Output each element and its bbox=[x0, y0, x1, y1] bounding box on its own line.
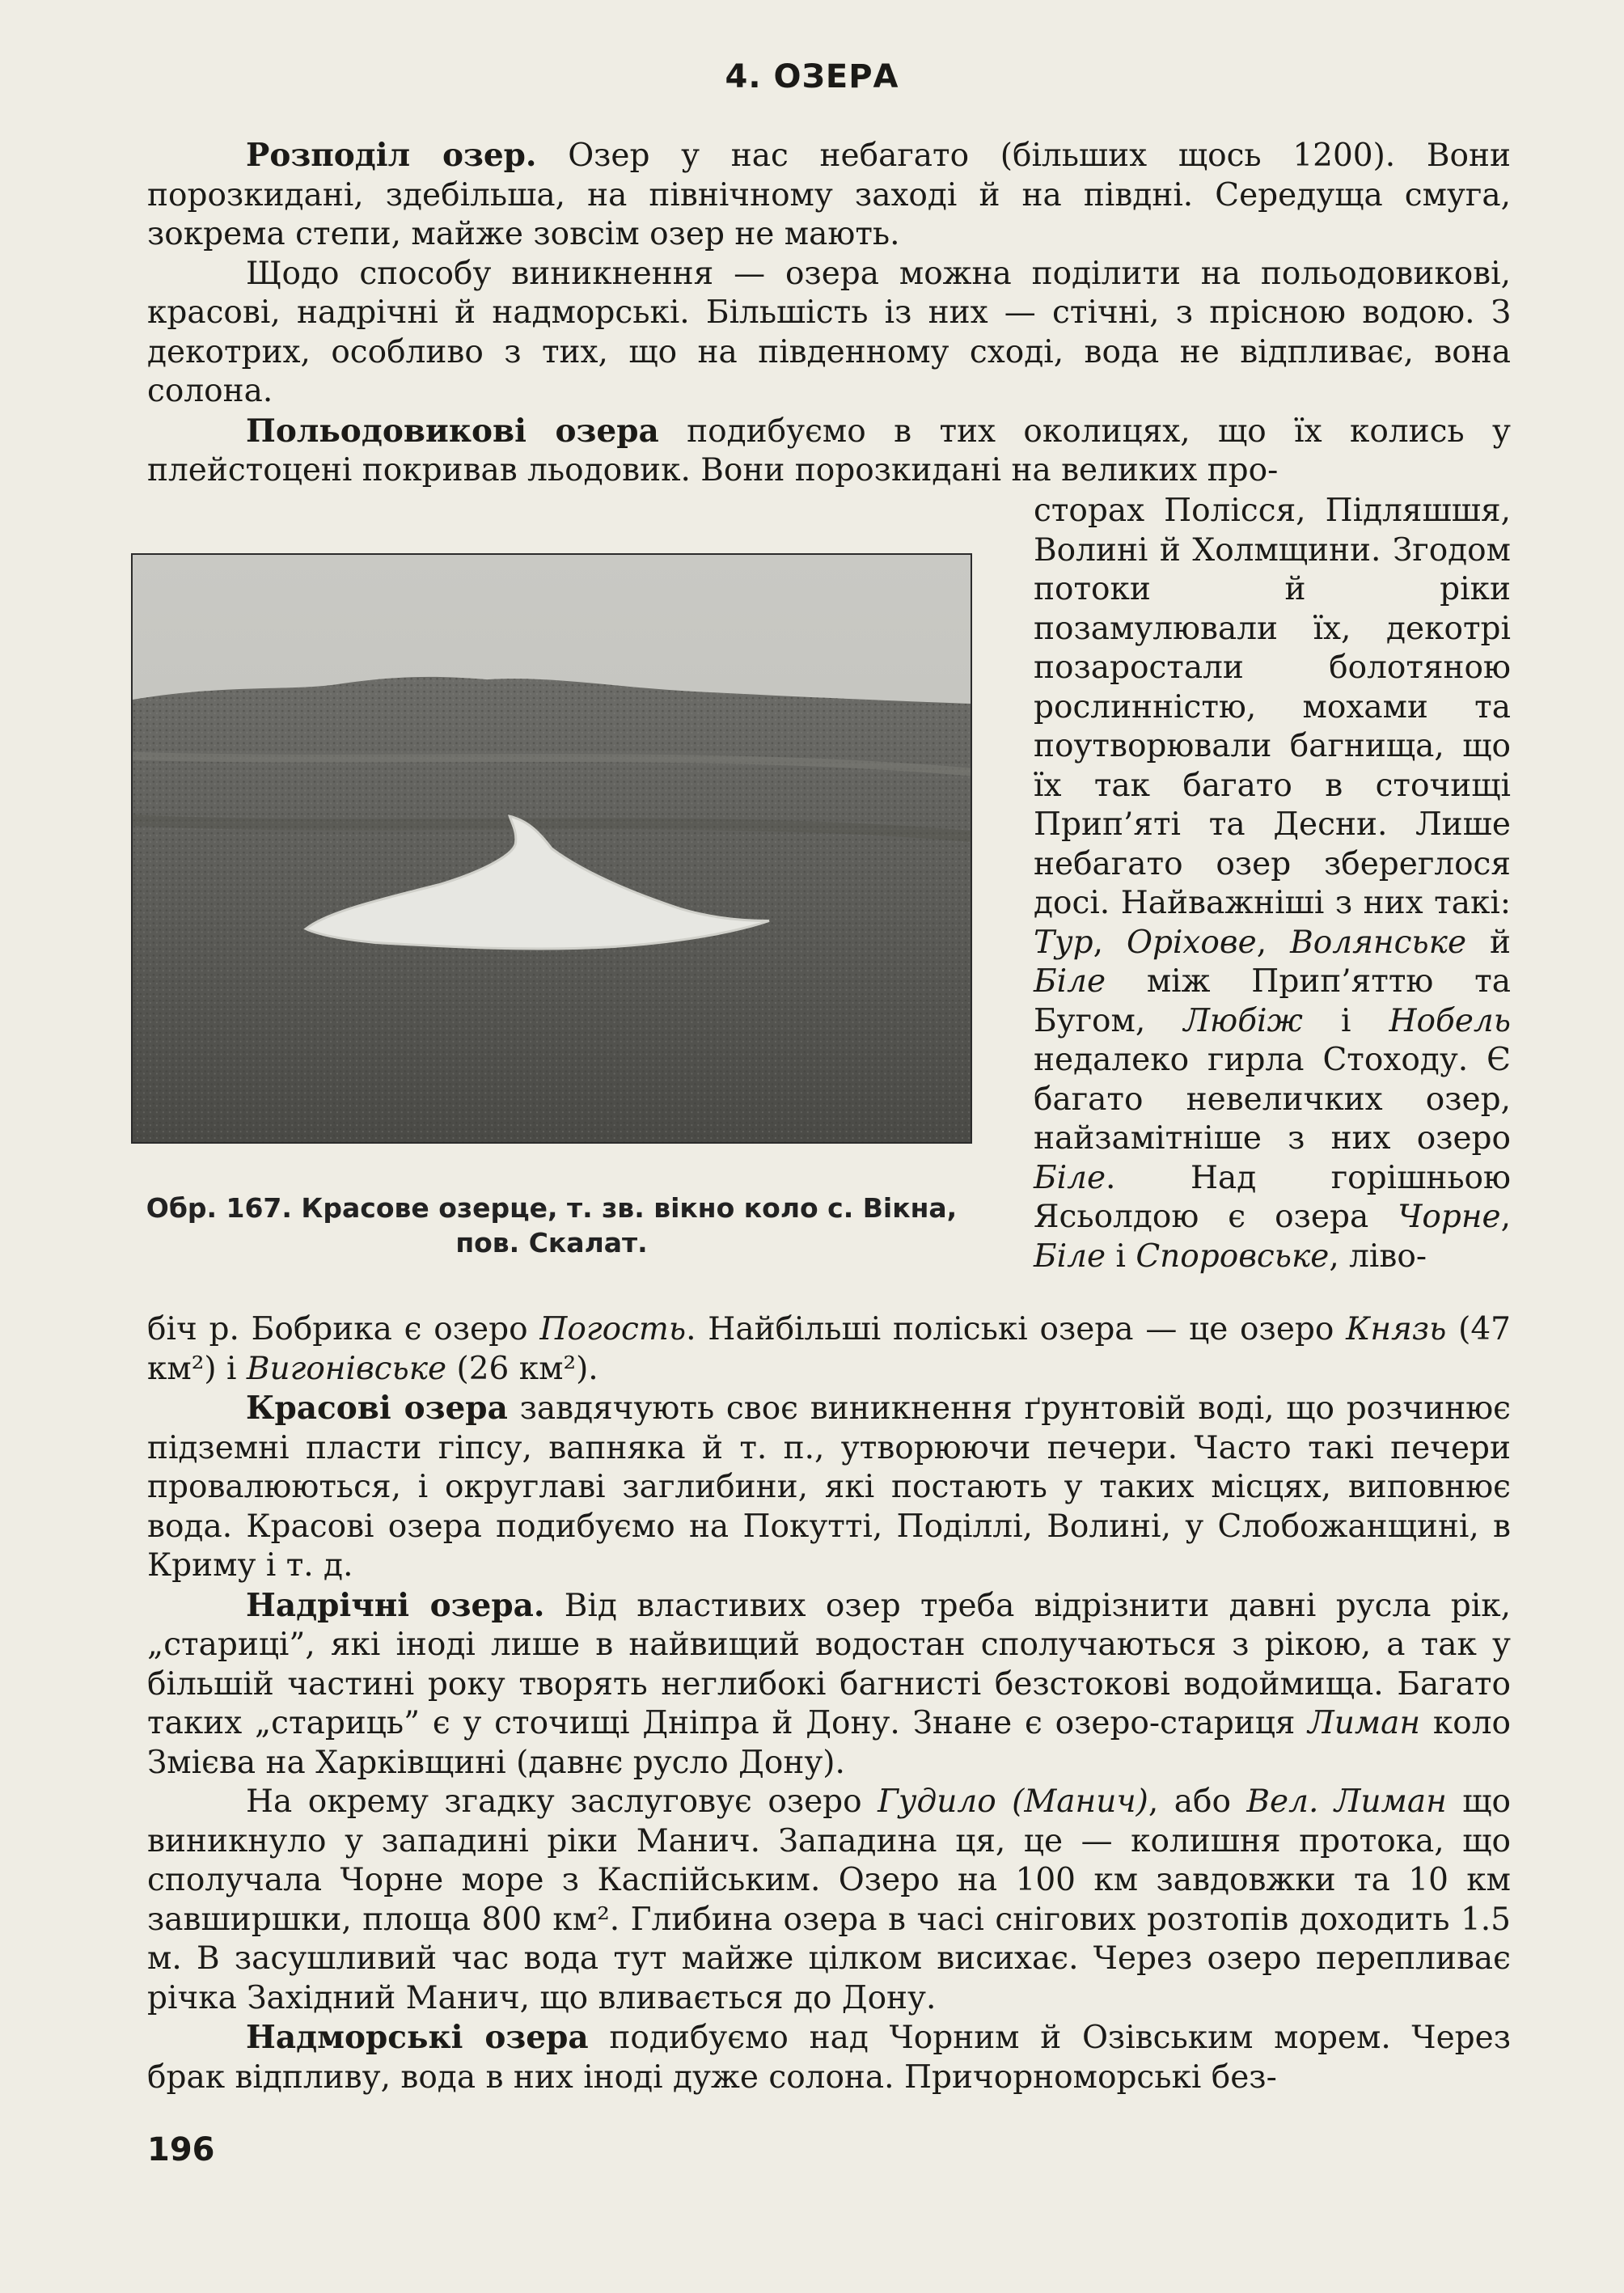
paragraph-glacial-continued: сторах Полісся, Підляшшя, Волині й Холмщини. Згодом потоки й ріки позамулювали їх, декотрі позаростали болотяною рослинністю, мохами та поутворювали багнища, що їх так багато в сточищі Прип’яті та Десни. Лише небагато озер збереглося досі. Найважніші з них такі: Тур, Оріхове, Волянське й Біле між Прип’яттю та Бугом, Любіж і Нобель недалеко гирла Стоходу. Є багато невеличких озер, найзамітніше з них озеро Біле. Над горішньою Ясьолдою є озера Чорне, Біле і Споровське, ліво- bbox=[1034, 493, 1512, 1275]
page-number: 196 bbox=[147, 2131, 215, 2168]
paragraph-heading: Красові озера bbox=[246, 1390, 508, 1427]
lake-photo bbox=[131, 553, 972, 1144]
paragraph-heading: Надрічні озера. bbox=[246, 1586, 545, 1624]
paragraph-heading: Надморські озера bbox=[246, 2019, 589, 2056]
intro-text-block bbox=[147, 136, 1511, 491]
figure-167 bbox=[131, 553, 972, 1260]
paragraph-heading: Розподіл озер. bbox=[246, 137, 537, 174]
figure-caption: Обр. 167. Красове озерце, т. зв. вікно коло с. Вікна, пов. Скалат. bbox=[146, 1192, 958, 1259]
paragraph-heading: Польодовикові озера bbox=[246, 412, 659, 450]
paragraph-distribution: Розподіл озер. Озер у нас небагато (більших щось 1200). Вони порозкидані, здебільша, на північному заході й на півдні. Середуща смуга, зокрема степи, майже зовсім озер не мають. bbox=[147, 137, 1511, 252]
section-title: 4. ОЗЕРА bbox=[725, 58, 899, 95]
main-text-block bbox=[147, 1310, 1511, 2097]
paragraph-glacial-end: біч р. Бобрика є озеро Погость. Найбільші поліські озера — це озеро Князь (47 км²) і Вигонівське (26 км²). bbox=[147, 1311, 1511, 1387]
paragraph-karst: Красові озера завдячують своє виникнення ґрунтовій воді, що розчинює підземні пласти гіпсу, вапняка й т. п., утворюючи печери. Часто такі печери провалюються, і округлаві заглибини, які постають у таких місцях, виповнює вода. Красові озера подибуємо на Покутті, Поділлі, Волині, у Слобожанщині, в Криму і т. д. bbox=[147, 1390, 1511, 1584]
paragraph-origin: Щодо способу виникнення — озера можна поділити на польодовикові, красові, надрічні й надморські. Більшість із них — стічні, з прісною водою. З декотрих, особливо з тих, що на південному сході, вода не відпливає, вона солона. bbox=[147, 255, 1511, 409]
side-text-column bbox=[1034, 492, 1511, 1276]
paragraph-coastal: Надморські озера подибуємо над Чорним й Озівським морем. Через брак відпливу, вода в них іноді дуже солона. Причорноморські без- bbox=[147, 2019, 1511, 2096]
paragraph-glacial: Польодовикові озера подибуємо в тих околицях, що їх колись у плейстоцені покривав льодовик. Вони порозкидані на великих про- bbox=[147, 412, 1512, 489]
paragraph-river: Надрічні озера. Від властивих озер треба відрізнити давні русла рік, „стариці”, які іноді лише в найвищий водостан сполучаються з рікою, а так у більшій частині року творять неглибокі багнисті безстокові водоймища. Багато таких „стариць” є у сточищі Дніпра й Дону. Знане є озеро-стариця Лиман коло Змієва на Харківщині (давнє русло Дону). bbox=[147, 1586, 1511, 1781]
paragraph-manych: На окрему згадку заслуговує озеро Гудило (Манич), або Вел. Лиман що виникнуло у западині ріки Манич. Западина ця, це — колишня протока, що сполучала Чорне море з Каспійським. Озеро на 100 км завдовжки та 10 км завширшки, площа 800 км². Глибина озера в часі снігових розтопів доходить 1.5 м. В засушливий час вода тут майже цілком висихає. Через озеро перепливає річка Західний Манич, що вливається до Дону. bbox=[147, 1783, 1511, 2016]
